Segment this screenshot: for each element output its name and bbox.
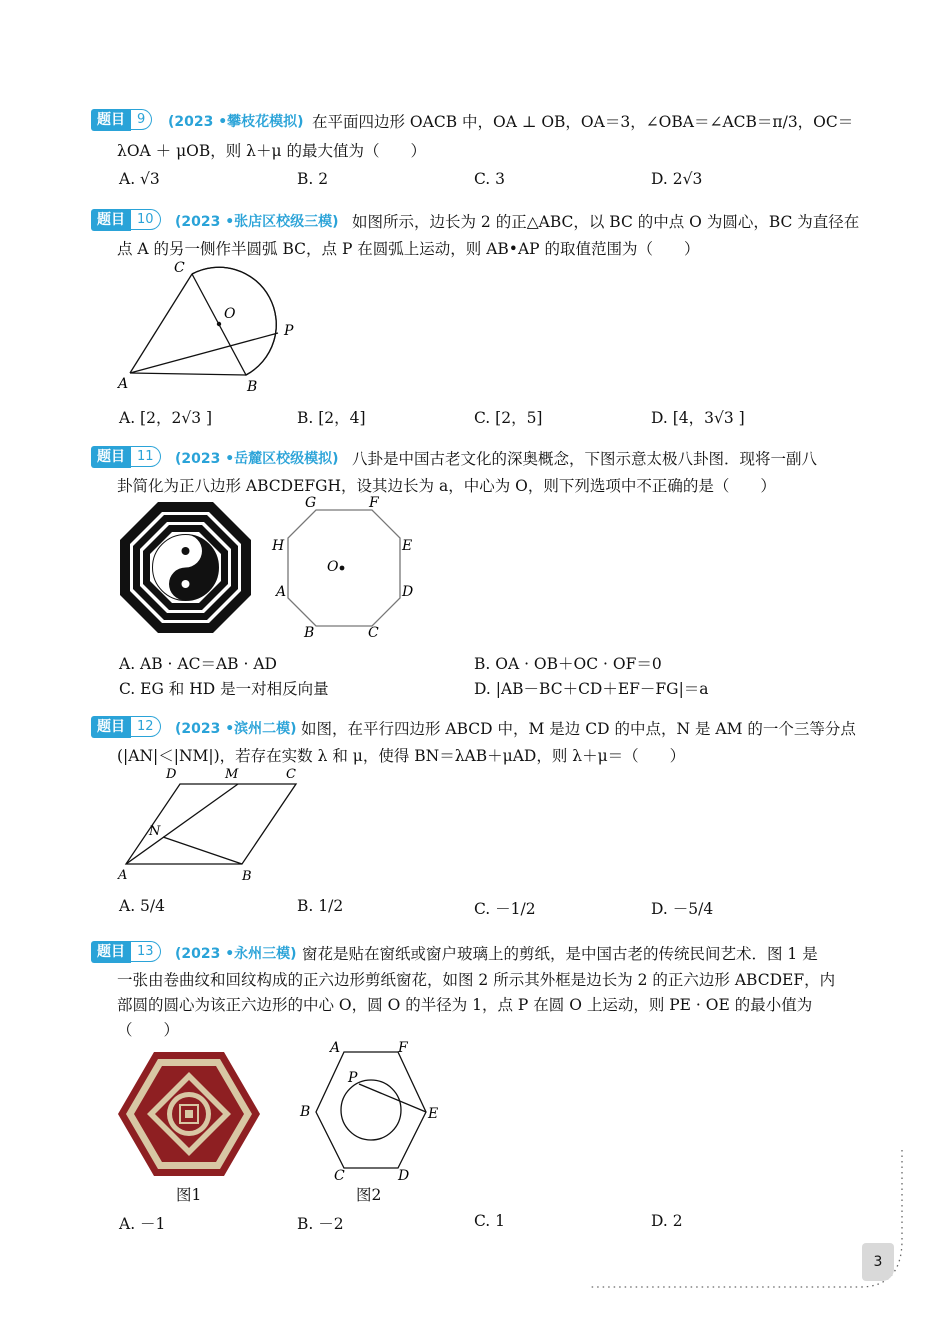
q11-label-h: H bbox=[272, 538, 285, 554]
question-11-stem-line1: 八卦是中国古老文化的深奥概念，下图示意太极八卦图．现将一副八 bbox=[352, 450, 818, 468]
question-9-stem-line2: λOA ＋ μOB，则 λ＋μ 的最大值为（ ） bbox=[117, 142, 427, 160]
q12-option-b: B. 1/2 bbox=[297, 897, 344, 915]
question-10-source: (2023 •张店区校级三模) bbox=[175, 214, 339, 230]
question-10-tag: 题目 10 bbox=[91, 208, 161, 231]
q10-option-c: C. [2，5] bbox=[474, 409, 543, 427]
q13-label-f: F bbox=[398, 1040, 408, 1056]
question-10-stem-line1: 如图所示，边长为 2 的正△ABC，以 BC 的中点 O 为圆心，BC 为直径在 bbox=[352, 213, 860, 231]
taiji-bagua-image bbox=[118, 500, 253, 635]
question-13-stem-line3: 部圆的圆心为该正六边形的中心 O，圆 O 的半径为 1，点 P 在圆 O 上运动，则 PE · OE 的最小值为 bbox=[117, 996, 813, 1014]
q11-option-c: C. EG 和 HD 是一对相反向量 bbox=[119, 680, 329, 698]
question-10-stem-line2: 点 A 的另一侧作半圆弧 BC，点 P 在圆弧上运动，则 AB•AP 的取值范围为（ ） bbox=[117, 240, 700, 258]
question-13-source: (2023 •永州三模) bbox=[175, 946, 297, 962]
q11-label-d: D bbox=[402, 584, 414, 600]
q11-label-b: B bbox=[304, 625, 315, 641]
q12-option-c: C. －1/2 bbox=[474, 900, 536, 918]
q12-label-c: C bbox=[286, 767, 296, 782]
figure-1-caption: 图1 bbox=[176, 1186, 202, 1204]
question-11-stem-line2: 卦简化为正八边形 ABCDEFGH，设其边长为 a，中心为 O，则下列选项中不正确的是（ ） bbox=[117, 477, 776, 495]
figure-2-caption: 图2 bbox=[356, 1186, 382, 1204]
question-9-stem-line1: 在平面四边形 OACB 中，OA ⊥ OB，OA＝3，∠OBA＝∠ACB＝π/3，OC＝ bbox=[312, 113, 854, 131]
q11-octagon-figure bbox=[268, 492, 428, 644]
q10-label-o: O bbox=[224, 306, 236, 322]
question-13-tag: 题目 13 bbox=[91, 940, 161, 963]
q10-label-p: P bbox=[284, 323, 294, 339]
q9-option-c: C. 3 bbox=[474, 170, 506, 188]
q13-label-p: P bbox=[348, 1070, 358, 1086]
question-9-tag: 题目 9 bbox=[91, 108, 152, 131]
q12-label-a: A bbox=[118, 868, 128, 883]
page-number: 3 bbox=[862, 1243, 894, 1281]
question-11-tag: 题目 11 bbox=[91, 445, 161, 468]
q12-label-n: N bbox=[149, 824, 161, 839]
q12-option-a: A. 5/4 bbox=[119, 897, 165, 915]
q10-triangle-semicircle-figure bbox=[112, 258, 312, 398]
question-13-stem-line4: （ ） bbox=[117, 1021, 180, 1039]
q9-option-d: D. 2√3 bbox=[651, 170, 703, 188]
question-9-source: (2023 •攀枝花模拟) bbox=[168, 114, 304, 130]
question-12-stem-line1: 如图，在平行四边形 ABCD 中，M 是边 CD 的中点，N 是 AM 的一个三等分点 bbox=[301, 720, 856, 738]
q13-option-c: C. 1 bbox=[474, 1212, 506, 1230]
question-13-stem-line2: 一张由卷曲纹和回纹构成的正六边形剪纸窗花，如图 2 所示其外框是边长为 2 的正六边形 ABCDEF，内 bbox=[117, 971, 836, 989]
q13-option-a: A. －1 bbox=[119, 1215, 166, 1233]
q13-label-b: B bbox=[300, 1104, 311, 1120]
q13-label-a: A bbox=[330, 1040, 341, 1056]
q11-label-e: E bbox=[402, 538, 413, 554]
q12-label-d: D bbox=[166, 767, 177, 782]
q11-label-g: G bbox=[305, 495, 317, 511]
question-12-tag: 题目 12 bbox=[91, 715, 161, 738]
q12-label-m: M bbox=[225, 767, 239, 782]
q13-option-d: D. 2 bbox=[651, 1212, 683, 1230]
window-paper-cut-image bbox=[114, 1050, 264, 1180]
q10-label-c: C bbox=[174, 260, 185, 276]
q13-label-d: D bbox=[398, 1168, 410, 1180]
q11-label-a: A bbox=[276, 584, 287, 600]
q10-option-d: D. [4，3√3 ] bbox=[651, 409, 745, 427]
question-12-source: (2023 •滨州二模) bbox=[175, 721, 297, 737]
q11-label-c: C bbox=[368, 625, 379, 641]
q12-option-d: D. －5/4 bbox=[651, 900, 714, 918]
q11-option-d: D. |AB－BC＋CD＋EF－FG|＝a bbox=[474, 680, 709, 698]
q10-label-a: A bbox=[118, 376, 129, 392]
q12-label-b: B bbox=[242, 869, 252, 884]
q10-option-a: A. [2，2√3 ] bbox=[119, 409, 213, 427]
q11-label-f: F bbox=[369, 495, 379, 511]
q13-label-e: E bbox=[428, 1106, 439, 1122]
q13-option-b: B. －2 bbox=[297, 1215, 344, 1233]
q9-option-a: A. √3 bbox=[119, 170, 160, 188]
q13-hexagon-circle-figure bbox=[294, 1040, 454, 1180]
question-11-source: (2023 •岳麓区校级模拟) bbox=[175, 451, 339, 467]
question-13-stem-line1: 窗花是贴在窗纸或窗户玻璃上的剪纸，是中国古老的传统民间艺术．图 1 是 bbox=[302, 945, 818, 963]
q10-label-b: B bbox=[247, 379, 258, 395]
q10-option-b: B. [2，4] bbox=[297, 409, 366, 427]
q12-parallelogram-figure bbox=[112, 764, 312, 886]
q11-option-b: B. OA · OB＋OC · OF＝0 bbox=[474, 655, 662, 673]
q13-label-c: C bbox=[334, 1168, 345, 1180]
q11-option-a: A. AB · AC＝AB · AD bbox=[119, 655, 277, 673]
q9-option-b: B. 2 bbox=[297, 170, 329, 188]
question-12-stem-line2: (|AN|＜|NM|)，若存在实数 λ 和 μ，使得 BN＝λAB＋μAD，则 λ＋μ＝（ ） bbox=[117, 747, 686, 765]
q11-label-o: O bbox=[327, 559, 339, 575]
page-corner-dotted-border bbox=[580, 1140, 910, 1290]
